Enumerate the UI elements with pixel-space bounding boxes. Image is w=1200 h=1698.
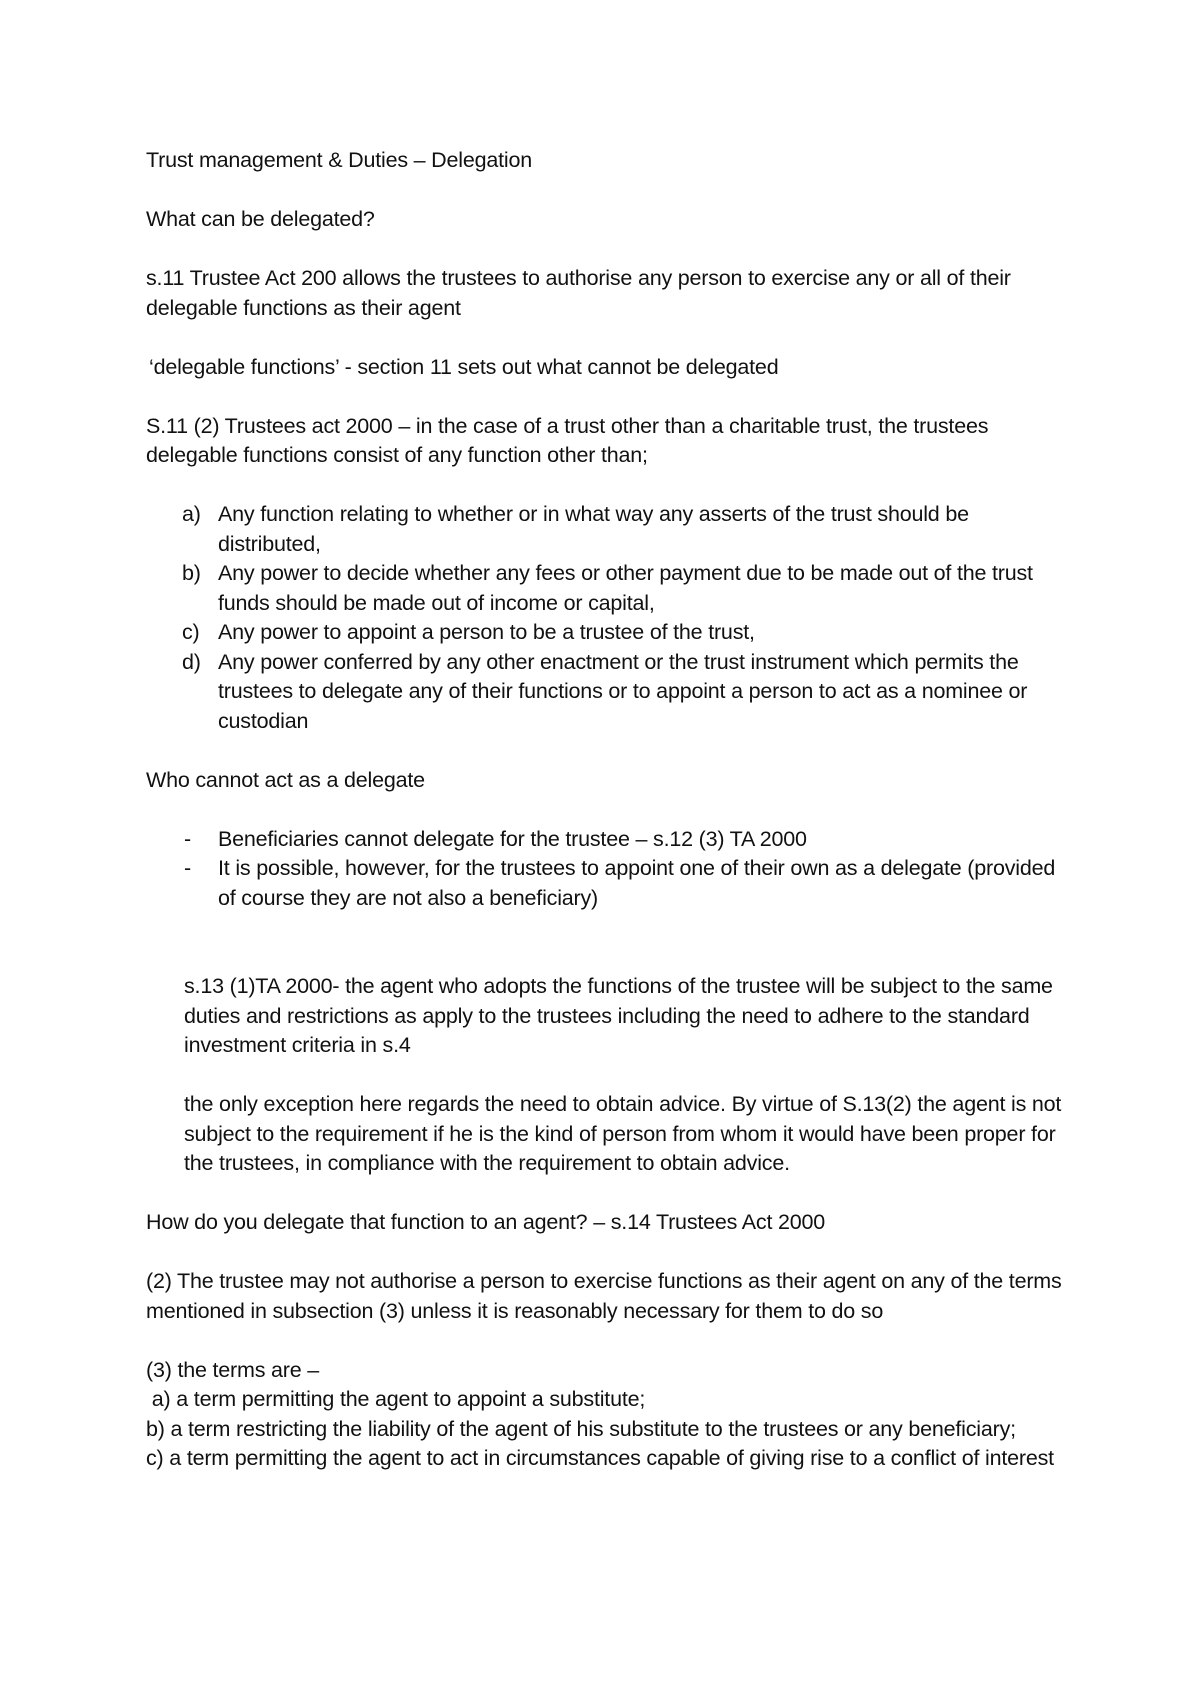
heading-what-can-be-delegated: What can be delegated? (146, 207, 375, 231)
heading-how-to-delegate: How do you delegate that function to an agent? – s.14 Trustees Act 2000 (146, 1210, 826, 1234)
paragraph-s13-2: the only exception here regards the need to obtain advice. By virtue of S.13(2) the agent is not subject to the requirement if he is the kind of person from whom it would have been proper for the trustees, in compliance with the requirement to obtain advice. (184, 1092, 1062, 1175)
exceptions-list (146, 500, 1076, 736)
list-marker: d) (182, 649, 201, 674)
list-item-text: Beneficiaries cannot delegate for the trustee – s.12 (3) TA 2000 (218, 826, 807, 851)
list-marker: - (184, 856, 191, 880)
list-item (146, 825, 1076, 855)
document-body (146, 146, 1076, 1474)
paragraph-s11-intro: s.11 Trustee Act 200 allows the trustees to authorise any person to exercise any or all of their delegable functions as their agent (146, 266, 1011, 320)
paragraph-s14-3-a: a) a term permitting the agent to appoint a substitute; (146, 1387, 646, 1411)
list-item (146, 854, 1076, 913)
paragraph-s13-1: s.13 (1)TA 2000- the agent who adopts the functions of the trustee will be subject to the same duties and restrictions as apply to the trustees including the need to adhere to the standard investment criteria in s.4 (184, 974, 1053, 1057)
heading-who-cannot-act: Who cannot act as a delegate (146, 767, 425, 792)
list-marker: - (184, 826, 191, 851)
who-points-list (146, 825, 1076, 914)
paragraph-s11-2: S.11 (2) Trustees act 2000 – in the case of a trust other than a charitable trust, the trustees delegable functions consist of any function other than; (146, 413, 989, 467)
list-item (146, 618, 1076, 648)
list-item-text: Any function relating to whether or in what way any asserts of the trust should be distributed, (218, 502, 969, 556)
list-item-text: Any power to appoint a person to be a trustee of the trust, (218, 620, 755, 644)
list-marker: b) (182, 561, 201, 585)
list-marker: a) (182, 502, 201, 526)
paragraph-s14-3-c: c) a term permitting the agent to act in circumstances capable of giving rise to a conflict of interest (146, 1446, 1054, 1470)
list-item-text: It is possible, however, for the trustees to appoint one of their own as a delegate (provided of course they are not also a beneficiary) (218, 856, 1056, 910)
paragraph-delegable-functions: ‘delegable functions’ - section 11 sets out what cannot be delegated (149, 354, 779, 379)
list-item (146, 559, 1076, 618)
paragraph-s14-3-b: b) a term restricting the liability of the agent of his substitute to the trustees or any beneficiary; (146, 1416, 1016, 1441)
list-item (146, 648, 1076, 737)
list-marker: c) (182, 620, 200, 644)
list-item-text: Any power to decide whether any fees or other payment due to be made out of the trust funds should be made out of income or capital, (218, 561, 1033, 615)
list-item-text: Any power conferred by any other enactment or the trust instrument which permits the trustees to delegate any of their functions or to appoint a person to act as a nominee or custodian (218, 649, 1028, 733)
list-item (146, 500, 1076, 559)
document-title: Trust management & Duties – Delegation (146, 148, 532, 172)
paragraph-s14-2: (2) The trustee may not authorise a person to exercise functions as their agent on any of the terms mentioned in subsection (3) unless it is reasonably necessary for them to do so (146, 1269, 1062, 1323)
paragraph-s14-3-intro: (3) the terms are – (146, 1357, 320, 1382)
